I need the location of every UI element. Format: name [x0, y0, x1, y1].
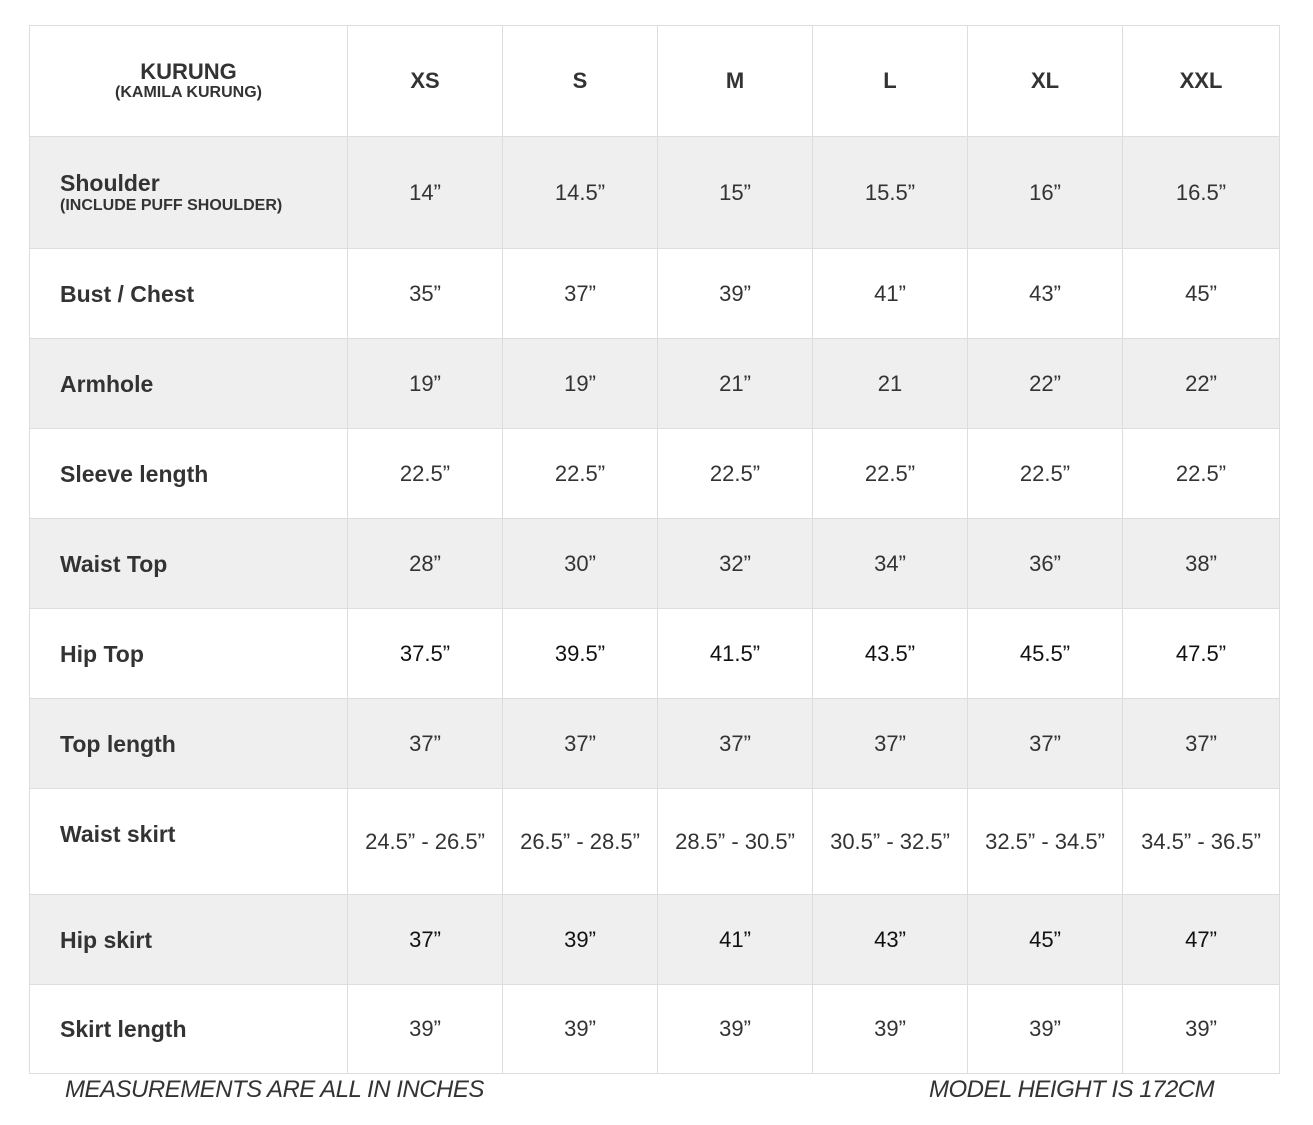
- measurement-name: Armhole: [60, 370, 154, 397]
- size-header-xs: XS: [348, 26, 503, 137]
- table-row: [30, 519, 1280, 609]
- table-cell: 39”: [658, 985, 813, 1074]
- table-cell: 45”: [968, 895, 1123, 985]
- table-cell: 19”: [503, 339, 658, 429]
- table-cell: 37”: [503, 699, 658, 789]
- table-cell: 22”: [968, 339, 1123, 429]
- table-cell: 37”: [503, 249, 658, 339]
- row-label: [30, 895, 348, 985]
- measurement-name: Top length: [60, 730, 176, 757]
- table-row: [30, 609, 1280, 699]
- row-label: [30, 137, 348, 249]
- table-cell: 22.5”: [503, 429, 658, 519]
- chart-subtitle: (KAMILA KURUNG): [115, 84, 262, 101]
- table-cell: 26.5” - 28.5”: [503, 789, 658, 895]
- table-cell: 47.5”: [1123, 609, 1280, 699]
- table-cell: 22.5”: [348, 429, 503, 519]
- table-cell: 30.5” - 32.5”: [813, 789, 968, 895]
- row-label: [30, 699, 348, 789]
- table-cell: 39”: [968, 985, 1123, 1074]
- size-header-xxl: XXL: [1123, 26, 1280, 137]
- table-cell: 43.5”: [813, 609, 968, 699]
- measurement-name: Sleeve length: [60, 460, 209, 487]
- row-label: [30, 609, 348, 699]
- table-cell: 37.5”: [348, 609, 503, 699]
- row-label: [30, 429, 348, 519]
- measurement-name: Waist Top: [60, 550, 168, 577]
- size-chart-table: [29, 25, 1280, 1074]
- table-cell: 22.5”: [813, 429, 968, 519]
- table-cell: 38”: [1123, 519, 1280, 609]
- table-cell: 43”: [968, 249, 1123, 339]
- table-cell: 35”: [348, 249, 503, 339]
- table-row: [30, 339, 1280, 429]
- measurement-name: Shoulder: [60, 169, 160, 196]
- size-header-s: S: [503, 26, 658, 137]
- table-cell: 34.5” - 36.5”: [1123, 789, 1280, 895]
- table-row: [30, 985, 1280, 1074]
- table-row: [30, 895, 1280, 985]
- row-label: [30, 249, 348, 339]
- table-cell: 41”: [658, 895, 813, 985]
- table-cell: 15”: [658, 137, 813, 249]
- table-cell: 28”: [348, 519, 503, 609]
- table-cell: 37”: [658, 699, 813, 789]
- table-cell: 22.5”: [658, 429, 813, 519]
- size-header-l: L: [813, 26, 968, 137]
- table-row: [30, 249, 1280, 339]
- table-cell: 39”: [658, 249, 813, 339]
- size-header-m: M: [658, 26, 813, 137]
- model-height-note: MODEL HEIGHT IS 172CM: [929, 1076, 1215, 1103]
- table-cell: 21”: [658, 339, 813, 429]
- table-cell: 41.5”: [658, 609, 813, 699]
- table-cell: 43”: [813, 895, 968, 985]
- measurement-name: Hip skirt: [60, 926, 153, 953]
- measurement-note: (INCLUDE PUFF SHOULDER): [60, 196, 283, 214]
- table-cell: 22”: [1123, 339, 1280, 429]
- table-cell: 39”: [503, 895, 658, 985]
- table-cell: 47”: [1123, 895, 1280, 985]
- table-cell: 36”: [968, 519, 1123, 609]
- table-cell: 21: [813, 339, 968, 429]
- row-label: [30, 339, 348, 429]
- table-cell: 22.5”: [968, 429, 1123, 519]
- measurement-name: Skirt length: [60, 1016, 187, 1042]
- table-cell: 32”: [658, 519, 813, 609]
- table-cell: 37”: [348, 699, 503, 789]
- measurement-name: Bust / Chest: [60, 280, 195, 307]
- table-cell: 15.5”: [813, 137, 968, 249]
- table-row: [30, 789, 1280, 895]
- corner-header: [30, 26, 348, 137]
- row-label: [30, 519, 348, 609]
- table-cell: 14”: [348, 137, 503, 249]
- table-cell: 39.5”: [503, 609, 658, 699]
- table-cell: 39”: [1123, 985, 1280, 1074]
- measurement-name: Waist skirt: [60, 821, 176, 847]
- table-cell: 16.5”: [1123, 137, 1280, 249]
- table-cell: 37”: [968, 699, 1123, 789]
- table-cell: 39”: [813, 985, 968, 1074]
- measurement-name: Hip Top: [60, 640, 144, 667]
- table-cell: 39”: [348, 985, 503, 1074]
- table-cell: 37”: [348, 895, 503, 985]
- table-cell: 34”: [813, 519, 968, 609]
- units-note: MEASUREMENTS ARE ALL IN INCHES: [65, 1076, 484, 1103]
- table-cell: 32.5” - 34.5”: [968, 789, 1123, 895]
- table-cell: 24.5” - 26.5”: [348, 789, 503, 895]
- table-cell: 39”: [503, 985, 658, 1074]
- table-row: [30, 429, 1280, 519]
- table-cell: 22.5”: [1123, 429, 1280, 519]
- table-cell: 30”: [503, 519, 658, 609]
- table-cell: 19”: [348, 339, 503, 429]
- table-cell: 45.5”: [968, 609, 1123, 699]
- row-label: [30, 985, 348, 1074]
- chart-title: KURUNG: [140, 59, 237, 84]
- table-cell: 37”: [1123, 699, 1280, 789]
- table-cell: 45”: [1123, 249, 1280, 339]
- row-label: [30, 789, 348, 895]
- header-row: [30, 26, 1280, 137]
- size-header-xl: XL: [968, 26, 1123, 137]
- table-cell: 14.5”: [503, 137, 658, 249]
- table-cell: 28.5” - 30.5”: [658, 789, 813, 895]
- table-row: [30, 699, 1280, 789]
- table-row: [30, 137, 1280, 249]
- table-cell: 41”: [813, 249, 968, 339]
- table-cell: 16”: [968, 137, 1123, 249]
- table-cell: 37”: [813, 699, 968, 789]
